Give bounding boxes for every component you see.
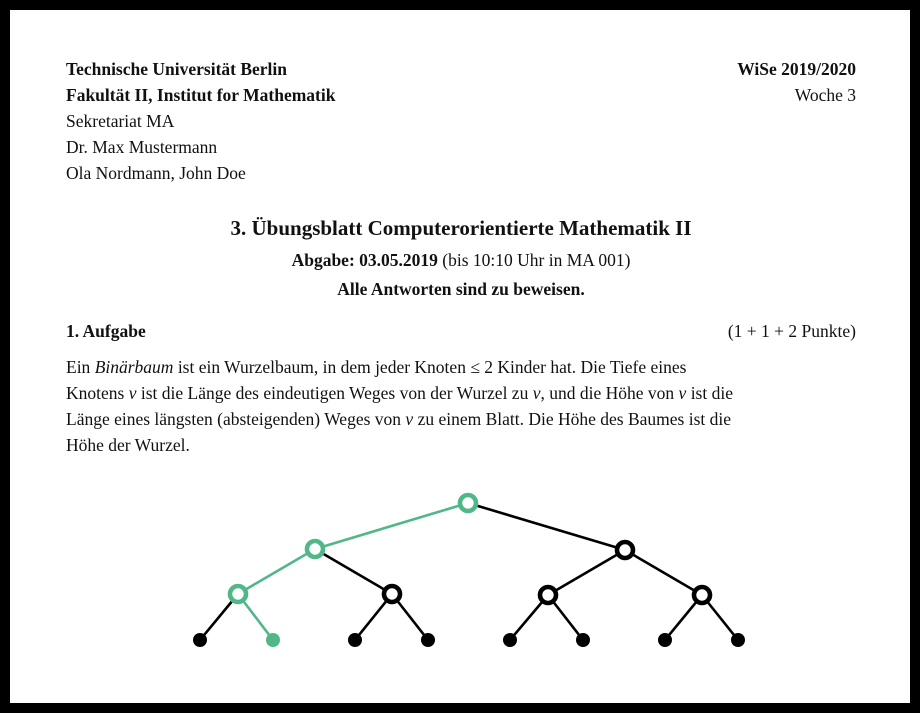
paragraph-line: Höhe der Wurzel. [66,435,190,455]
proof-note: Alle Antworten sind zu beweisen. [337,279,585,299]
sheet-content [10,10,910,703]
header [66,56,856,186]
deadline-line: Abgabe: 03.05.2019 (bis 10:10 Uhr in MA 001) [291,250,631,270]
paragraph-line: Länge eines längsten (absteigenden) Weges von v zu einem Blatt. Die Höhe des Baumes ist die [66,409,732,429]
points-label: (1 + 1 + 2 Punkte) [727,321,856,341]
week-label: Woche 3 [794,85,856,105]
university-name: Technische Universität Berlin [66,59,288,79]
assistants-line: Ola Nordmann, John Doe [66,163,246,183]
header-right [737,56,856,108]
exercise-intro-paragraph [66,354,856,458]
header-left [66,56,335,186]
exercise-label: 1. Aufgabe [66,321,146,341]
sheet-title: 3. Übungsblatt Computerorientierte Mathematik II [230,216,692,240]
faculty-name: Fakultät II, Institut for Mathematik [66,85,336,105]
semester-label: WiSe 2019/2020 [737,59,856,79]
exercise-heading-row [66,318,856,344]
title-block [66,214,856,302]
paragraph-line: Knotens v ist die Länge des eindeutigen Weges von der Wurzel zu v, und die Höhe von v ist die [66,383,733,403]
paragraph-line: Ein Binärbaum ist ein Wurzelbaum, in dem jeder Knoten ≤ 2 Kinder hat. Die Tiefe eines [66,357,687,377]
lecturer-line: Dr. Max Mustermann [66,137,218,157]
secretariat-line: Sekretariat MA [66,111,175,131]
